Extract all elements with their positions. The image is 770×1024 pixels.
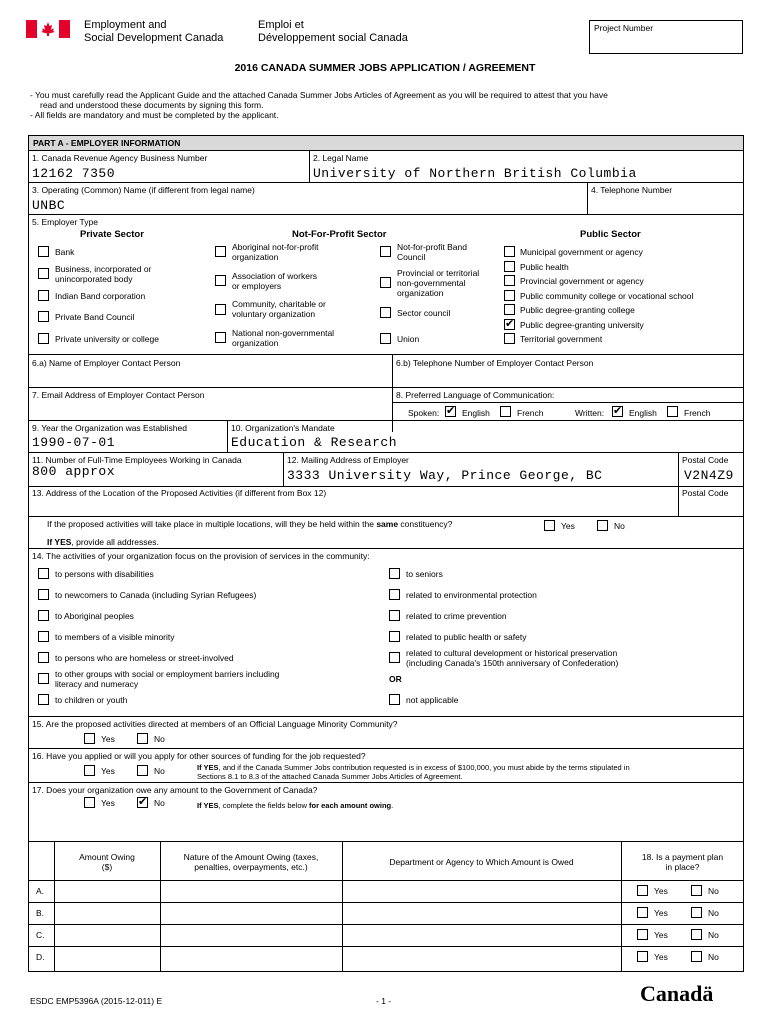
- checkbox-provincial-ngo[interactable]: [380, 277, 391, 288]
- f16-label: 16. Have you applied or will you apply for other sources of funding for the job requested?: [32, 751, 366, 761]
- part-a-heading-bar: [29, 136, 743, 150]
- public-sector-heading: Public Sector: [580, 229, 641, 240]
- checkbox-municipal[interactable]: [504, 246, 515, 257]
- label-disabilities: to persons with disabilities: [55, 569, 154, 579]
- row-c-label: C.: [36, 930, 45, 940]
- row-d-label: D.: [36, 952, 45, 962]
- table-col-nature: Nature of the Amount Owing (taxes, penalties, overpayments, etc.): [183, 852, 319, 872]
- postal-code-field[interactable]: V2N4Z9: [684, 468, 734, 483]
- intro-line-2: read and understood these documents by signing this form.: [40, 100, 264, 110]
- row-a-label: A.: [36, 886, 45, 896]
- checkbox-spoken-english[interactable]: [445, 406, 456, 417]
- checkbox-newcomers[interactable]: [38, 589, 49, 600]
- checkbox-written-english[interactable]: [612, 406, 623, 417]
- f3-label: 3. Operating (Common) Name (if different from legal name): [32, 185, 255, 195]
- checkbox-funding-no[interactable]: [137, 765, 148, 776]
- telephone-field[interactable]: [591, 196, 741, 212]
- label-written-english: English: [629, 408, 657, 418]
- canada-flag-icon: [26, 20, 70, 38]
- checkbox-written-french[interactable]: [667, 406, 678, 417]
- checkbox-row-b-yes[interactable]: [637, 907, 648, 918]
- postal-label: Postal Code: [682, 455, 729, 465]
- label-private-band-council: Private Band Council: [55, 312, 135, 322]
- label-row-b-yes: Yes: [654, 908, 668, 918]
- label-community-1: Community, charitable or: [232, 299, 326, 309]
- label-crime-prevention: related to crime prevention: [406, 611, 507, 621]
- checkbox-multi-no[interactable]: [597, 520, 608, 531]
- label-degree-college: Public degree-granting college: [520, 305, 635, 315]
- contact-name-field[interactable]: [32, 370, 388, 386]
- label-national-ngo-1: National non-governmental: [232, 328, 335, 338]
- checkbox-owe-no[interactable]: [137, 797, 148, 808]
- checkbox-funding-yes[interactable]: [84, 765, 95, 776]
- dept-name-fr: Emploi et Développement social Canada: [258, 19, 408, 44]
- label-aboriginal: to Aboriginal peoples: [55, 611, 134, 621]
- label-municipal: Municipal government or agency: [520, 247, 643, 257]
- checkbox-aboriginal[interactable]: [38, 610, 49, 621]
- legal-name-field[interactable]: University of Northern British Columbia: [313, 166, 637, 181]
- f6a-label: 6.a) Name of Employer Contact Person: [32, 358, 181, 368]
- label-union: Union: [397, 334, 420, 344]
- checkbox-visible-minority[interactable]: [38, 631, 49, 642]
- label-prov-ngo-3: organization: [397, 288, 444, 298]
- mailing-address-field[interactable]: 3333 University Way, Prince George, BC: [287, 468, 603, 483]
- checkbox-seniors[interactable]: [389, 568, 400, 579]
- contact-phone-field[interactable]: [396, 370, 741, 386]
- label-row-a-no: No: [708, 886, 719, 896]
- f13-label: 13. Address of the Location of the Proposed Activities (if different from Box 12): [32, 488, 327, 498]
- label-sector-council: Sector council: [397, 308, 451, 318]
- checkbox-row-a-yes[interactable]: [637, 885, 648, 896]
- label-newcomers: to newcomers to Canada (including Syrian Refugees): [55, 590, 257, 600]
- table-col-payment-plan: 18. Is a payment plan in place?: [641, 852, 724, 872]
- label-community-2: voluntary organization: [232, 309, 316, 319]
- checkbox-association-workers[interactable]: [215, 275, 226, 286]
- checkbox-nfp-band-council[interactable]: [380, 246, 391, 257]
- f7-label: 7. Email Address of Employer Contact Person: [32, 390, 205, 400]
- label-prov-ngo-1: Provincial or territorial: [397, 268, 480, 278]
- checkbox-national-ngo[interactable]: [215, 332, 226, 343]
- label-aboriginal-nfp-2: organization: [232, 252, 279, 262]
- funding-note-1: If YES, and if the Canada Summer Jobs contribution requested is in excess of $100,000, you must abide by the terms stipulated in: [197, 763, 630, 772]
- checkbox-children-youth[interactable]: [38, 694, 49, 705]
- label-spoken-english: English: [462, 408, 490, 418]
- label-row-d-yes: Yes: [654, 952, 668, 962]
- multi-location-question: If the proposed activities will take place in multiple locations, will they be held within the same constituency?: [47, 519, 453, 529]
- label-row-d-no: No: [708, 952, 719, 962]
- checkbox-not-applicable[interactable]: [389, 694, 400, 705]
- checkbox-disabilities[interactable]: [38, 568, 49, 579]
- row-b-label: B.: [36, 908, 45, 918]
- checkbox-community-charitable[interactable]: [215, 304, 226, 315]
- checkbox-crime-prevention[interactable]: [389, 610, 400, 621]
- label-owe-yes: Yes: [101, 798, 115, 808]
- checkbox-private-university[interactable]: [38, 333, 49, 344]
- label-community-college: Public community college or vocational school: [520, 291, 694, 301]
- f17-label: 17. Does your organization owe any amount to the Government of Canada?: [32, 785, 318, 795]
- label-aboriginal-nfp-1: Aboriginal not-for-profit: [232, 242, 319, 252]
- checkbox-business[interactable]: [38, 268, 49, 279]
- label-children-youth: to children or youth: [55, 695, 128, 705]
- checkbox-row-d-yes[interactable]: [637, 951, 648, 962]
- dept-name-en: Employment and Social Development Canada: [84, 19, 224, 44]
- label-association-1: Association of workers: [232, 271, 318, 281]
- checkbox-other-groups[interactable]: [38, 673, 49, 684]
- f6b-label: 6.b) Telephone Number of Employer Contact Person: [396, 358, 594, 368]
- checkbox-territorial-gov[interactable]: [504, 333, 515, 344]
- operating-name-field[interactable]: UNBC: [32, 198, 66, 213]
- f12-label: 12. Mailing Address of Employer: [287, 455, 409, 465]
- postal-label-2: Postal Code: [682, 488, 729, 498]
- owe-note: If YES, complete the fields below for each amount owing.: [197, 801, 394, 810]
- checkbox-spoken-french[interactable]: [500, 406, 511, 417]
- checkbox-sector-council[interactable]: [380, 307, 391, 318]
- label-other-groups-2: literacy and numeracy: [55, 679, 139, 689]
- f5-label: 5. Employer Type: [32, 217, 98, 227]
- label-visible-minority: to members of a visible minority: [55, 632, 175, 642]
- label-olmc-no: No: [154, 734, 165, 744]
- page-number: - 1 -: [376, 996, 392, 1006]
- checkbox-provincial-gov[interactable]: [504, 275, 515, 286]
- checkbox-multi-yes[interactable]: [544, 520, 555, 531]
- part-a-heading: PART A - EMPLOYER INFORMATION: [33, 138, 181, 148]
- year-established-field[interactable]: 1990-07-01: [32, 435, 116, 450]
- checkbox-environment[interactable]: [389, 589, 400, 600]
- label-business-2: unincorporated body: [55, 274, 133, 284]
- activity-postal-field[interactable]: [682, 498, 740, 514]
- label-bank: Bank: [55, 247, 75, 257]
- private-sector-heading: Private Sector: [80, 229, 144, 240]
- label-olmc-yes: Yes: [101, 734, 115, 744]
- label-seniors: to seniors: [406, 569, 443, 579]
- f8-label: 8. Preferred Language of Communication:: [396, 390, 555, 400]
- page-title: 2016 CANADA SUMMER JOBS APPLICATION / AGREEMENT: [234, 62, 536, 74]
- checkbox-private-band-council[interactable]: [38, 311, 49, 322]
- label-not-applicable: not applicable: [406, 695, 459, 705]
- label-degree-university: Public degree-granting university: [520, 320, 644, 330]
- checkbox-degree-college[interactable]: [504, 304, 515, 315]
- checkbox-bank[interactable]: [38, 246, 49, 257]
- label-owe-no: No: [154, 798, 165, 808]
- label-row-c-yes: Yes: [654, 930, 668, 940]
- if-yes-addresses: If YES, provide all addresses.: [47, 537, 159, 547]
- email-field[interactable]: [32, 402, 388, 418]
- label-public-health: Public health: [520, 262, 569, 272]
- f14-label: 14. The activities of your organization focus on the provision of services in the community:: [32, 551, 370, 561]
- label-association-2: or employers: [232, 281, 282, 291]
- checkbox-row-c-no[interactable]: [691, 929, 702, 940]
- checkbox-homeless[interactable]: [38, 652, 49, 663]
- checkbox-row-a-no[interactable]: [691, 885, 702, 896]
- label-multi-yes: Yes: [561, 521, 575, 531]
- canada-wordmark: Canadä: [640, 981, 714, 1006]
- f10-label: 10. Organization's Mandate: [231, 423, 335, 433]
- business-number-field[interactable]: 12162 7350: [32, 166, 116, 181]
- table-col-amount: Amount Owing ($): [79, 852, 135, 872]
- employees-field[interactable]: 800 approx: [32, 464, 116, 479]
- label-cultural-2: (including Canada's 150th anniversary of Confederation): [406, 658, 619, 668]
- label-public-safety: related to public health or safety: [406, 632, 527, 642]
- label-written-french: French: [684, 408, 711, 418]
- label-national-ngo-2: organization: [232, 338, 279, 348]
- label-provincial-gov: Provincial government or agency: [520, 276, 644, 286]
- label-row-c-no: No: [708, 930, 719, 940]
- nfp-sector-heading: Not-For-Profit Sector: [292, 229, 387, 240]
- checkbox-row-d-no[interactable]: [691, 951, 702, 962]
- label-prov-ngo-2: non-governmental: [397, 278, 466, 288]
- table-col-department: Department or Agency to Which Amount is Owed: [389, 857, 574, 867]
- mandate-field[interactable]: Education & Research: [231, 435, 398, 450]
- checkbox-row-c-yes[interactable]: [637, 929, 648, 940]
- checkbox-union[interactable]: [380, 333, 391, 344]
- label-territorial-gov: Territorial government: [520, 334, 603, 344]
- checkbox-public-health[interactable]: [504, 261, 515, 272]
- intro-line-3: - All fields are mandatory and must be completed by the applicant.: [30, 110, 279, 120]
- or-label: OR: [389, 674, 402, 684]
- checkbox-community-college[interactable]: [504, 290, 515, 301]
- label-funding-no: No: [154, 766, 165, 776]
- spoken-label: Spoken:: [408, 408, 440, 418]
- label-environment: related to environmental protection: [406, 590, 537, 600]
- label-funding-yes: Yes: [101, 766, 115, 776]
- label-cultural-1: related to cultural development or historical preservation: [406, 648, 618, 658]
- label-homeless: to persons who are homeless or street-involved: [55, 653, 234, 663]
- project-number-label: Project Number: [594, 23, 654, 33]
- checkbox-olmc-yes[interactable]: [84, 733, 95, 744]
- checkbox-aboriginal-nfp[interactable]: [215, 246, 226, 257]
- label-row-b-no: No: [708, 908, 719, 918]
- checkbox-olmc-no[interactable]: [137, 733, 148, 744]
- label-row-a-yes: Yes: [654, 886, 668, 896]
- f1-label: 1. Canada Revenue Agency Business Number: [32, 153, 208, 163]
- written-label: Written:: [575, 408, 605, 418]
- label-business-1: Business, incorporated or: [55, 264, 152, 274]
- f4-label: 4. Telephone Number: [591, 185, 673, 195]
- funding-note-2: Sections 8.1 to 8.3 of the attached Canada Summer Jobs Articles of Agreement.: [197, 772, 463, 781]
- checkbox-owe-yes[interactable]: [84, 797, 95, 808]
- label-nfp-band-2: Council: [397, 252, 426, 262]
- label-spoken-french: French: [517, 408, 544, 418]
- label-nfp-band-1: Not-for-profit Band: [397, 242, 467, 252]
- checkbox-cultural[interactable]: [389, 652, 400, 663]
- checkbox-indian-band-corp[interactable]: [38, 290, 49, 301]
- activity-address-field[interactable]: [32, 498, 672, 514]
- f11-label: 11. Number of Full-Time Employees Working in Canada: [32, 455, 242, 465]
- f9-label: 9. Year the Organization was Established: [32, 423, 187, 433]
- checkbox-degree-university[interactable]: [504, 319, 515, 330]
- label-private-university: Private university or college: [55, 334, 159, 344]
- form-id: ESDC EMP5396A (2015-12-011) E: [30, 996, 163, 1006]
- f2-label: 2. Legal Name: [313, 153, 369, 163]
- label-indian-band-corp: Indian Band corporation: [55, 291, 146, 301]
- label-other-groups-1: to other groups with social or employment barriers including: [55, 669, 280, 679]
- checkbox-public-safety[interactable]: [389, 631, 400, 642]
- checkbox-row-b-no[interactable]: [691, 907, 702, 918]
- label-multi-no: No: [614, 521, 625, 531]
- f15-label: 15. Are the proposed activities directed at members of an Official Language Minority Community?: [32, 719, 398, 729]
- project-number-box[interactable]: [589, 20, 743, 54]
- intro-line-1: - You must carefully read the Applicant Guide and the attached Canada Summer Jobs Articles of Agreement as you will be required to attest that you have: [30, 90, 608, 100]
